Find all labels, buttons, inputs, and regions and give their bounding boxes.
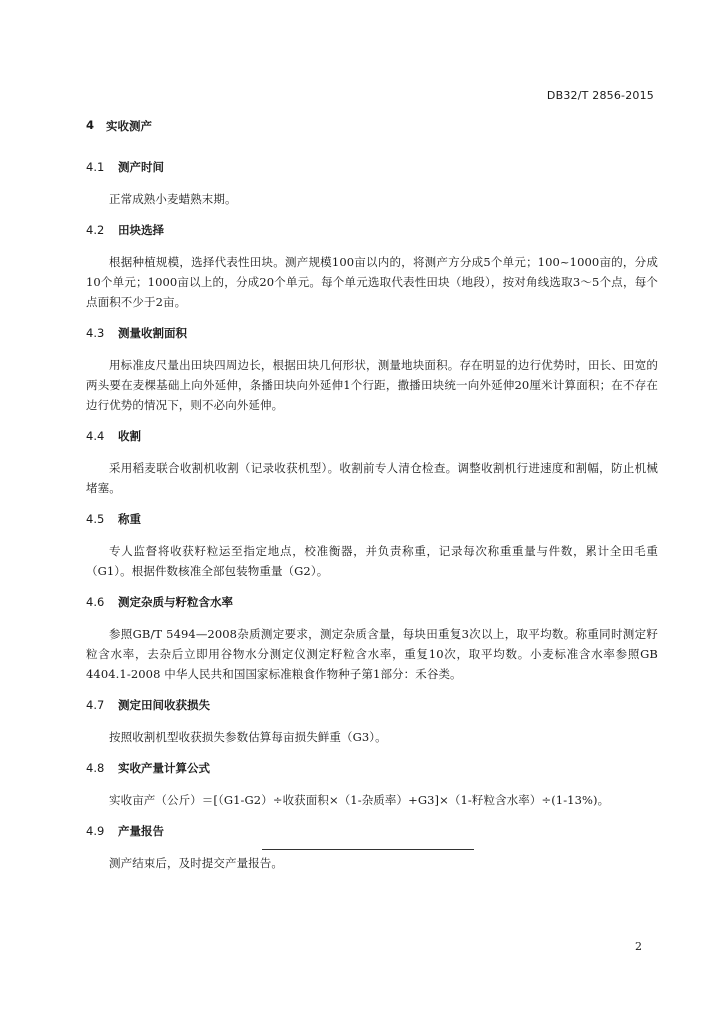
section-heading xyxy=(86,760,658,776)
section-heading xyxy=(86,159,658,175)
section-paragraph: 按照收割机型收获损失参数估算每亩损失鲜重（G3）。 xyxy=(109,730,387,744)
section-number: 4.2 xyxy=(86,223,105,237)
section-number: 4.5 xyxy=(86,512,105,526)
section-title: 田块选择 xyxy=(118,223,164,237)
section-paragraph: 正常成熟小麦蜡熟末期。 xyxy=(109,192,237,206)
section-number: 4.1 xyxy=(86,160,105,174)
section-title: 测产时间 xyxy=(118,160,164,174)
section-paragraph: 专人监督将收获籽粒运至指定地点，校准衡器，并负责称重，记录每次称重重量与件数，累计全田毛重（G1）。根据件数核准全部包装物重量（G2）。 xyxy=(86,544,658,578)
section-number: 4.8 xyxy=(86,761,105,775)
section-paragraph: 采用稻麦联合收割机收割（记录收获机型）。收割前专人清仓检查。调整收割机行进速度和割幅，防止机械堵塞。 xyxy=(86,461,658,495)
section-4-5 xyxy=(86,511,658,581)
section-title: 收割 xyxy=(118,429,141,443)
section-4-4 xyxy=(86,428,658,498)
section-paragraph: 测产结束后，及时提交产量报告。 xyxy=(109,856,283,870)
section-title: 产量报告 xyxy=(118,824,164,838)
page-number: 2 xyxy=(635,940,642,953)
section-4-1 xyxy=(86,159,658,209)
section-number: 4.6 xyxy=(86,595,105,609)
section-4-7 xyxy=(86,697,658,747)
section-paragraph: 参照GB/T 5494—2008杂质测定要求，测定杂质含量，每块田重复3次以上，取平均数。称重同时测定籽粒含水率，去杂后立即用谷物水分测定仪测定籽粒含水率，重复10次，取平均数。小麦标准含水率参照GB 4404.1-2008 中华人民共和国国家标准粮食作物种子第1部分：禾谷类。 xyxy=(86,627,658,681)
section-paragraph: 用标准皮尺量出田块四周边长，根据田块几何形状，测量地块面积。存在明显的边行优势时，田长、田宽的两头要在麦棵基础上向外延伸，条播田块向外延伸1个行距，撒播田块统一向外延伸20厘米计算面积；在不存在边行优势的情况下，则不必向外延伸。 xyxy=(86,358,658,412)
section-4-8 xyxy=(86,760,658,810)
section-4-9 xyxy=(86,823,658,873)
section-title: 称重 xyxy=(118,512,141,526)
end-of-document-rule xyxy=(262,849,474,850)
chapter-title: 实收测产 xyxy=(106,119,152,133)
section-paragraph: 根据种植规模，选择代表性田块。测产规模100亩以内的，将测产方分成5个单元；100~1000亩的，分成10个单元；1000亩以上的，分成20个单元。每个单元选取代表性田块（地段），按对角线选取3～5个点，每个点面积不少于2亩。 xyxy=(86,255,658,309)
document-code-header: DB32/T 2856-2015 xyxy=(546,89,654,102)
section-heading xyxy=(86,325,658,341)
section-heading xyxy=(86,428,658,444)
section-title: 实收产量计算公式 xyxy=(118,761,210,775)
section-number: 4.9 xyxy=(86,824,105,838)
section-heading xyxy=(86,222,658,238)
section-heading xyxy=(86,823,658,839)
section-title: 测定田间收获损失 xyxy=(118,698,210,712)
section-number: 4.4 xyxy=(86,429,105,443)
document-body xyxy=(86,118,658,886)
section-4-2 xyxy=(86,222,658,312)
section-number: 4.7 xyxy=(86,698,105,712)
section-heading xyxy=(86,697,658,713)
section-heading xyxy=(86,511,658,527)
section-4-3 xyxy=(86,325,658,415)
chapter-number: 4 xyxy=(86,118,95,132)
section-title: 测量收割面积 xyxy=(118,326,187,340)
section-paragraph: 实收亩产（公斤）＝[（G1-G2）÷收获面积×（1-杂质率）+G3]×（1-籽粒含水率）÷(1-13%)。 xyxy=(109,793,610,807)
chapter-heading xyxy=(86,118,658,134)
section-number: 4.3 xyxy=(86,326,105,340)
section-heading xyxy=(86,594,658,610)
section-4-6 xyxy=(86,594,658,684)
section-title: 测定杂质与籽粒含水率 xyxy=(118,595,233,609)
